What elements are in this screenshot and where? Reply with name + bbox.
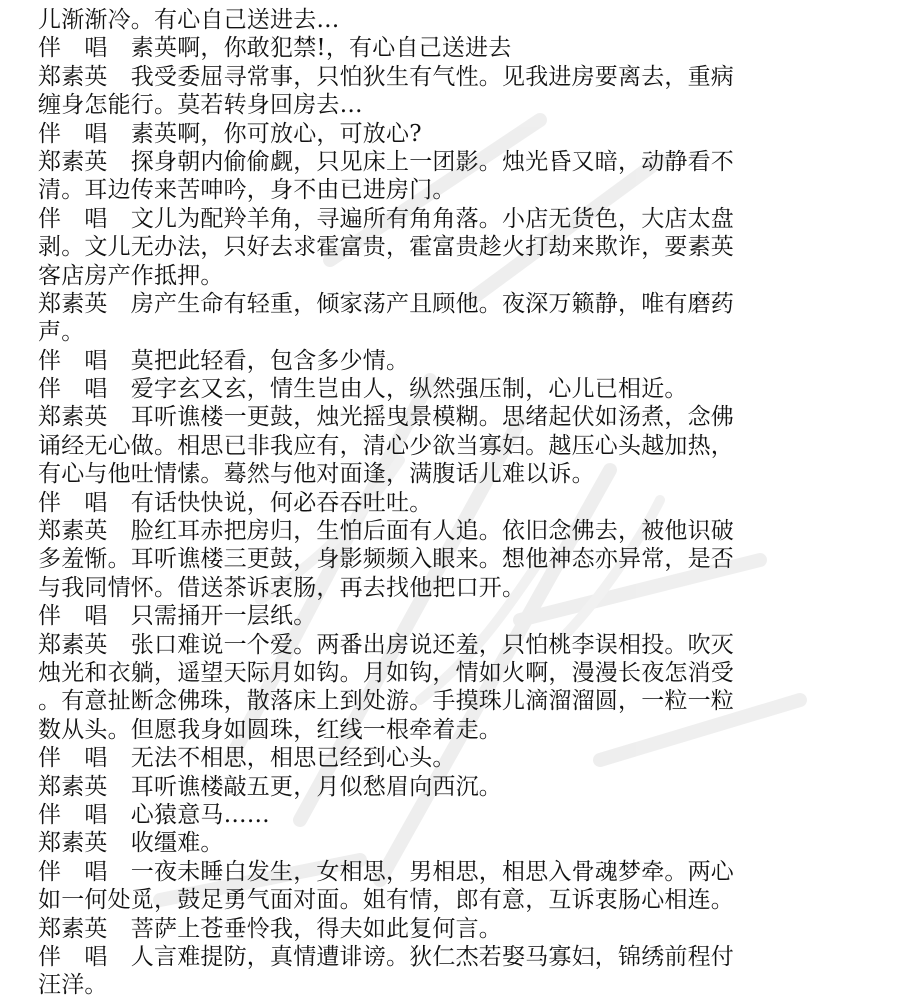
text-line: 郑素英 我受委屈寻常事，只怕狄生有气性。见我进房要离去，重病 — [38, 63, 734, 90]
text-line: 伴 唱 无法不相思，相思已经到心头。 — [38, 745, 456, 772]
text-line: 诵经无心做。相思已非我应有，清心少欲当寡妇。越压心头越加热， — [38, 432, 734, 459]
text-line: 伴 唱 人言难提防，真情遭诽谤。狄仁杰若娶马寡妇，锦绣前程付 — [38, 943, 734, 970]
text-line: 伴 唱 文儿为配羚羊角，寻遍所有角角落。小店无货色，大店太盘 — [38, 205, 734, 232]
text-line: 清。耳边传来苦呻吟，身不由已进房门。 — [38, 177, 456, 204]
text-line: 如一何处觅，鼓足勇气面对面。姐有情，郎有意，互诉衷肠心相连。 — [38, 887, 734, 914]
text-line: 伴 唱 莫把此轻看，包含多少情。 — [38, 347, 410, 374]
text-line: 烛光和衣躺，遥望天际月如钩。月如钩，情如火啊，漫漫长夜怎消受 — [38, 659, 734, 686]
text-line: 伴 唱 心猿意马…… — [38, 801, 270, 828]
text-line: 伴 唱 一夜未睡白发生，女相思，男相思，相思入骨魂梦牵。两心 — [38, 858, 734, 885]
text-line: 与我同情怀。借送茶诉衷肠，再去找他把口开。 — [38, 574, 526, 601]
text-line: 汪洋。 — [38, 972, 108, 999]
text-line: 有心与他吐情愫。蓦然与他对面逢，满腹话儿难以诉。 — [38, 461, 595, 488]
document-page — [38, 6, 878, 999]
text-line: 郑素英 耳听谯楼敲五更，月似愁眉向西沉。 — [38, 773, 502, 800]
text-line: 郑素英 菩萨上苍垂怜我，得夫如此复何言。 — [38, 915, 502, 942]
text-line: 郑素英 房产生命有轻重，倾家荡产且顾他。夜深万籁静，唯有磨药 — [38, 290, 734, 317]
text-line: 伴 唱 素英啊，你敢犯禁!，有心自己送进去 — [38, 35, 512, 62]
text-line: 声。 — [38, 319, 85, 346]
text-line: 数从头。但愿我身如圆珠，红线一根牵着走。 — [38, 716, 502, 743]
text-line: 伴 唱 有话快快说，何必吞吞吐吐。 — [38, 489, 433, 516]
text-line: 多羞惭。耳听谯楼三更鼓，身影频频入眼来。想他神态亦异常，是否 — [38, 546, 734, 573]
text-line: 儿渐渐冷。有心自己送进去… — [38, 7, 340, 33]
text-line: 郑素英 探身朝内偷偷觑，只见床上一团影。烛光昏又暗，动静看不 — [38, 148, 734, 175]
text-line: 郑素英 耳听谯楼一更鼓，烛光摇曳景模糊。思绪起伏如汤煮，念佛 — [38, 404, 734, 431]
text-line: 伴 唱 爱字玄又玄，情生岂由人，纵然强压制，心儿已相近。 — [38, 376, 688, 403]
text-line: 郑素英 张口难说一个爱。两番出房说还羞，只怕桃李误相投。吹灭 — [38, 631, 734, 658]
text-line: 缠身怎能行。莫若转身回房去… — [38, 92, 363, 119]
text-line: 伴 唱 只需捅开一层纸。 — [38, 603, 317, 630]
text-line: 伴 唱 素英啊，你可放心，可放心? — [38, 120, 422, 147]
text-line: 郑素英 收缰难。 — [38, 830, 224, 857]
text-line: 客店房产作抵押。 — [38, 262, 224, 289]
text-line: 剥。文儿无办法，只好去求霍富贵，霍富贵趁火打劫来欺诈，要素英 — [38, 234, 734, 261]
text-line: 。有意扯断念佛珠，散落床上到处游。手摸珠儿滴溜溜圆，一粒一粒 — [38, 688, 734, 715]
text-line: 郑素英 脸红耳赤把房归，生怕后面有人追。依旧念佛去，被他识破 — [38, 518, 734, 545]
